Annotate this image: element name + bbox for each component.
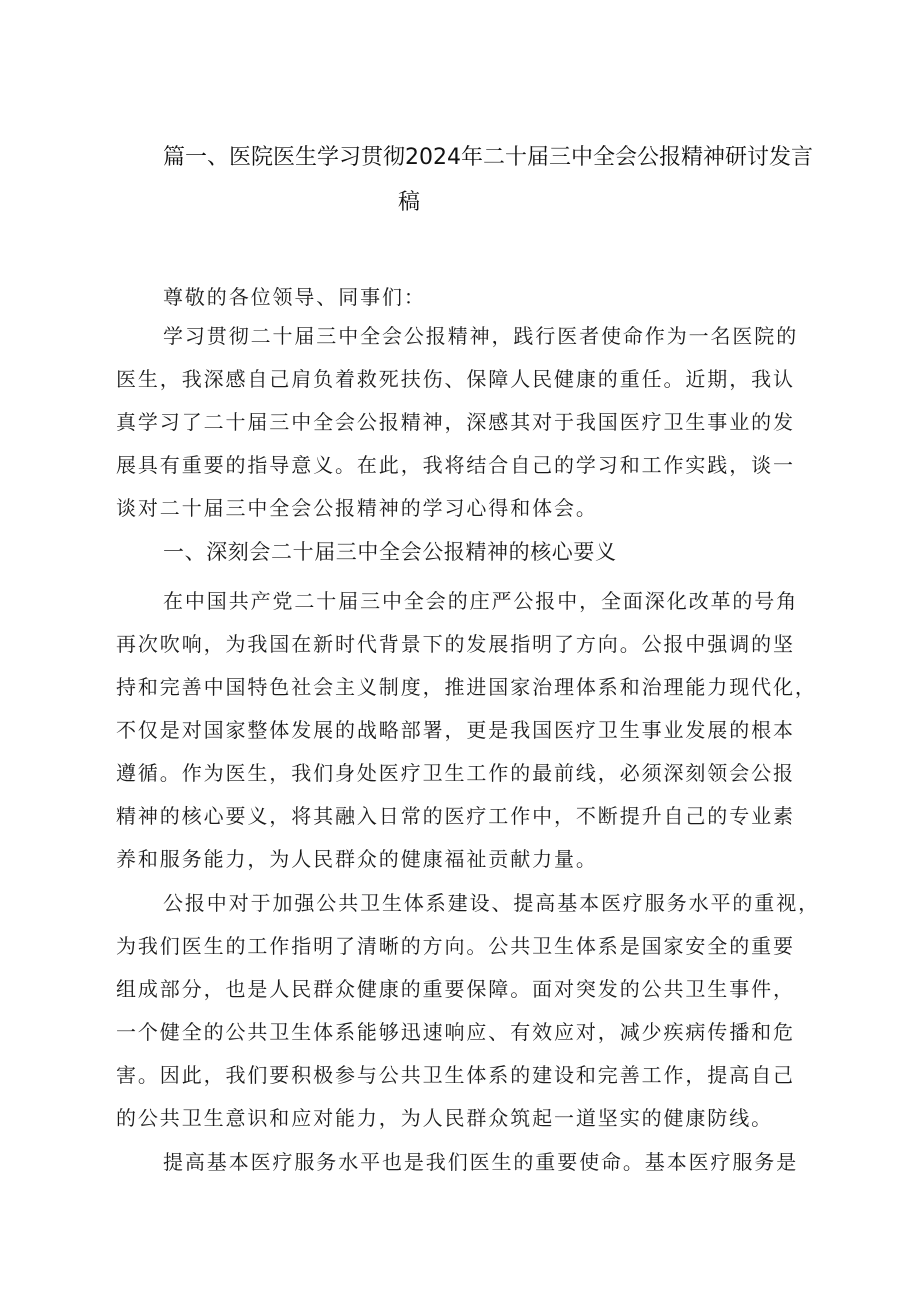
paragraph-line: 不仅是对国家整体发展的战略部署，更是我国医疗卫生事业发展的根本 bbox=[116, 718, 795, 742]
paragraph-line: 谈对二十届三中全会公报精神的学习心得和体会。 bbox=[116, 496, 598, 520]
document-title-line-2: 稿 bbox=[398, 190, 421, 215]
salutation: 尊敬的各位领导、同事们： bbox=[163, 285, 426, 309]
paragraph-line: 学习贯彻二十届三中全会公报精神，践行医者使命作为一名医院的 bbox=[163, 324, 799, 348]
paragraph-line: 在中国共产党二十届三中全会的庄严公报中，全面深化改革的号角 bbox=[163, 589, 799, 613]
paragraph-line: 组成部分，也是人民群众健康的重要保障。面对突发的公共卫生事件， bbox=[116, 977, 795, 1001]
paragraph-line: 养和服务能力，为人民群众的健康福祉贡献力量。 bbox=[116, 847, 598, 871]
paragraph-line: 遵循。作为医生，我们身处医疗卫生工作的最前线，必须深刻领会公报 bbox=[116, 761, 795, 785]
paragraph-line: 为我们医生的工作指明了清晰的方向。公共卫生体系是国家安全的重要 bbox=[116, 934, 795, 958]
paragraph-line: 提高基本医疗服务水平也是我们医生的重要使命。基本医疗服务是 bbox=[163, 1150, 799, 1174]
paragraph-line: 医生，我深感自己肩负着救死扶伤、保障人民健康的重任。近期，我认 bbox=[116, 367, 795, 391]
paragraph-line: 公报中对于加强公共卫生体系建设、提高基本医疗服务水平的重视， bbox=[163, 891, 820, 915]
paragraph-line: 害。因此，我们要积极参与公共卫生体系的建设和完善工作，提高自己 bbox=[116, 1063, 795, 1087]
paragraph-line: 展具有重要的指导意义。在此，我将结合自己的学习和工作实践，谈一 bbox=[116, 453, 795, 477]
paragraph-line: 一个健全的公共卫生体系能够迅速响应、有效应对，减少疾病传播和危 bbox=[116, 1020, 795, 1044]
paragraph-line: 的公共卫生意识和应对能力，为人民群众筑起一道坚实的健康防线。 bbox=[116, 1106, 773, 1130]
document-title-line-1: 篇一、医院医生学习贯彻2024年二十届三中全会公报精神研讨发言 bbox=[163, 145, 813, 170]
paragraph-line: 再次吹响，为我国在新时代背景下的发展指明了方向。公报中强调的坚 bbox=[116, 632, 795, 656]
paragraph-line: 精神的核心要义，将其融入日常的医疗工作中，不断提升自己的专业素 bbox=[116, 804, 795, 828]
paragraph-line: 持和完善中国特色社会主义制度，推进国家治理体系和治理能力现代化， bbox=[116, 675, 817, 699]
paragraph-line: 真学习了二十届三中全会公报精神，深感其对于我国医疗卫生事业的发 bbox=[116, 410, 795, 434]
section-heading: 一、深刻会二十届三中全会公报精神的核心要义 bbox=[163, 540, 617, 564]
